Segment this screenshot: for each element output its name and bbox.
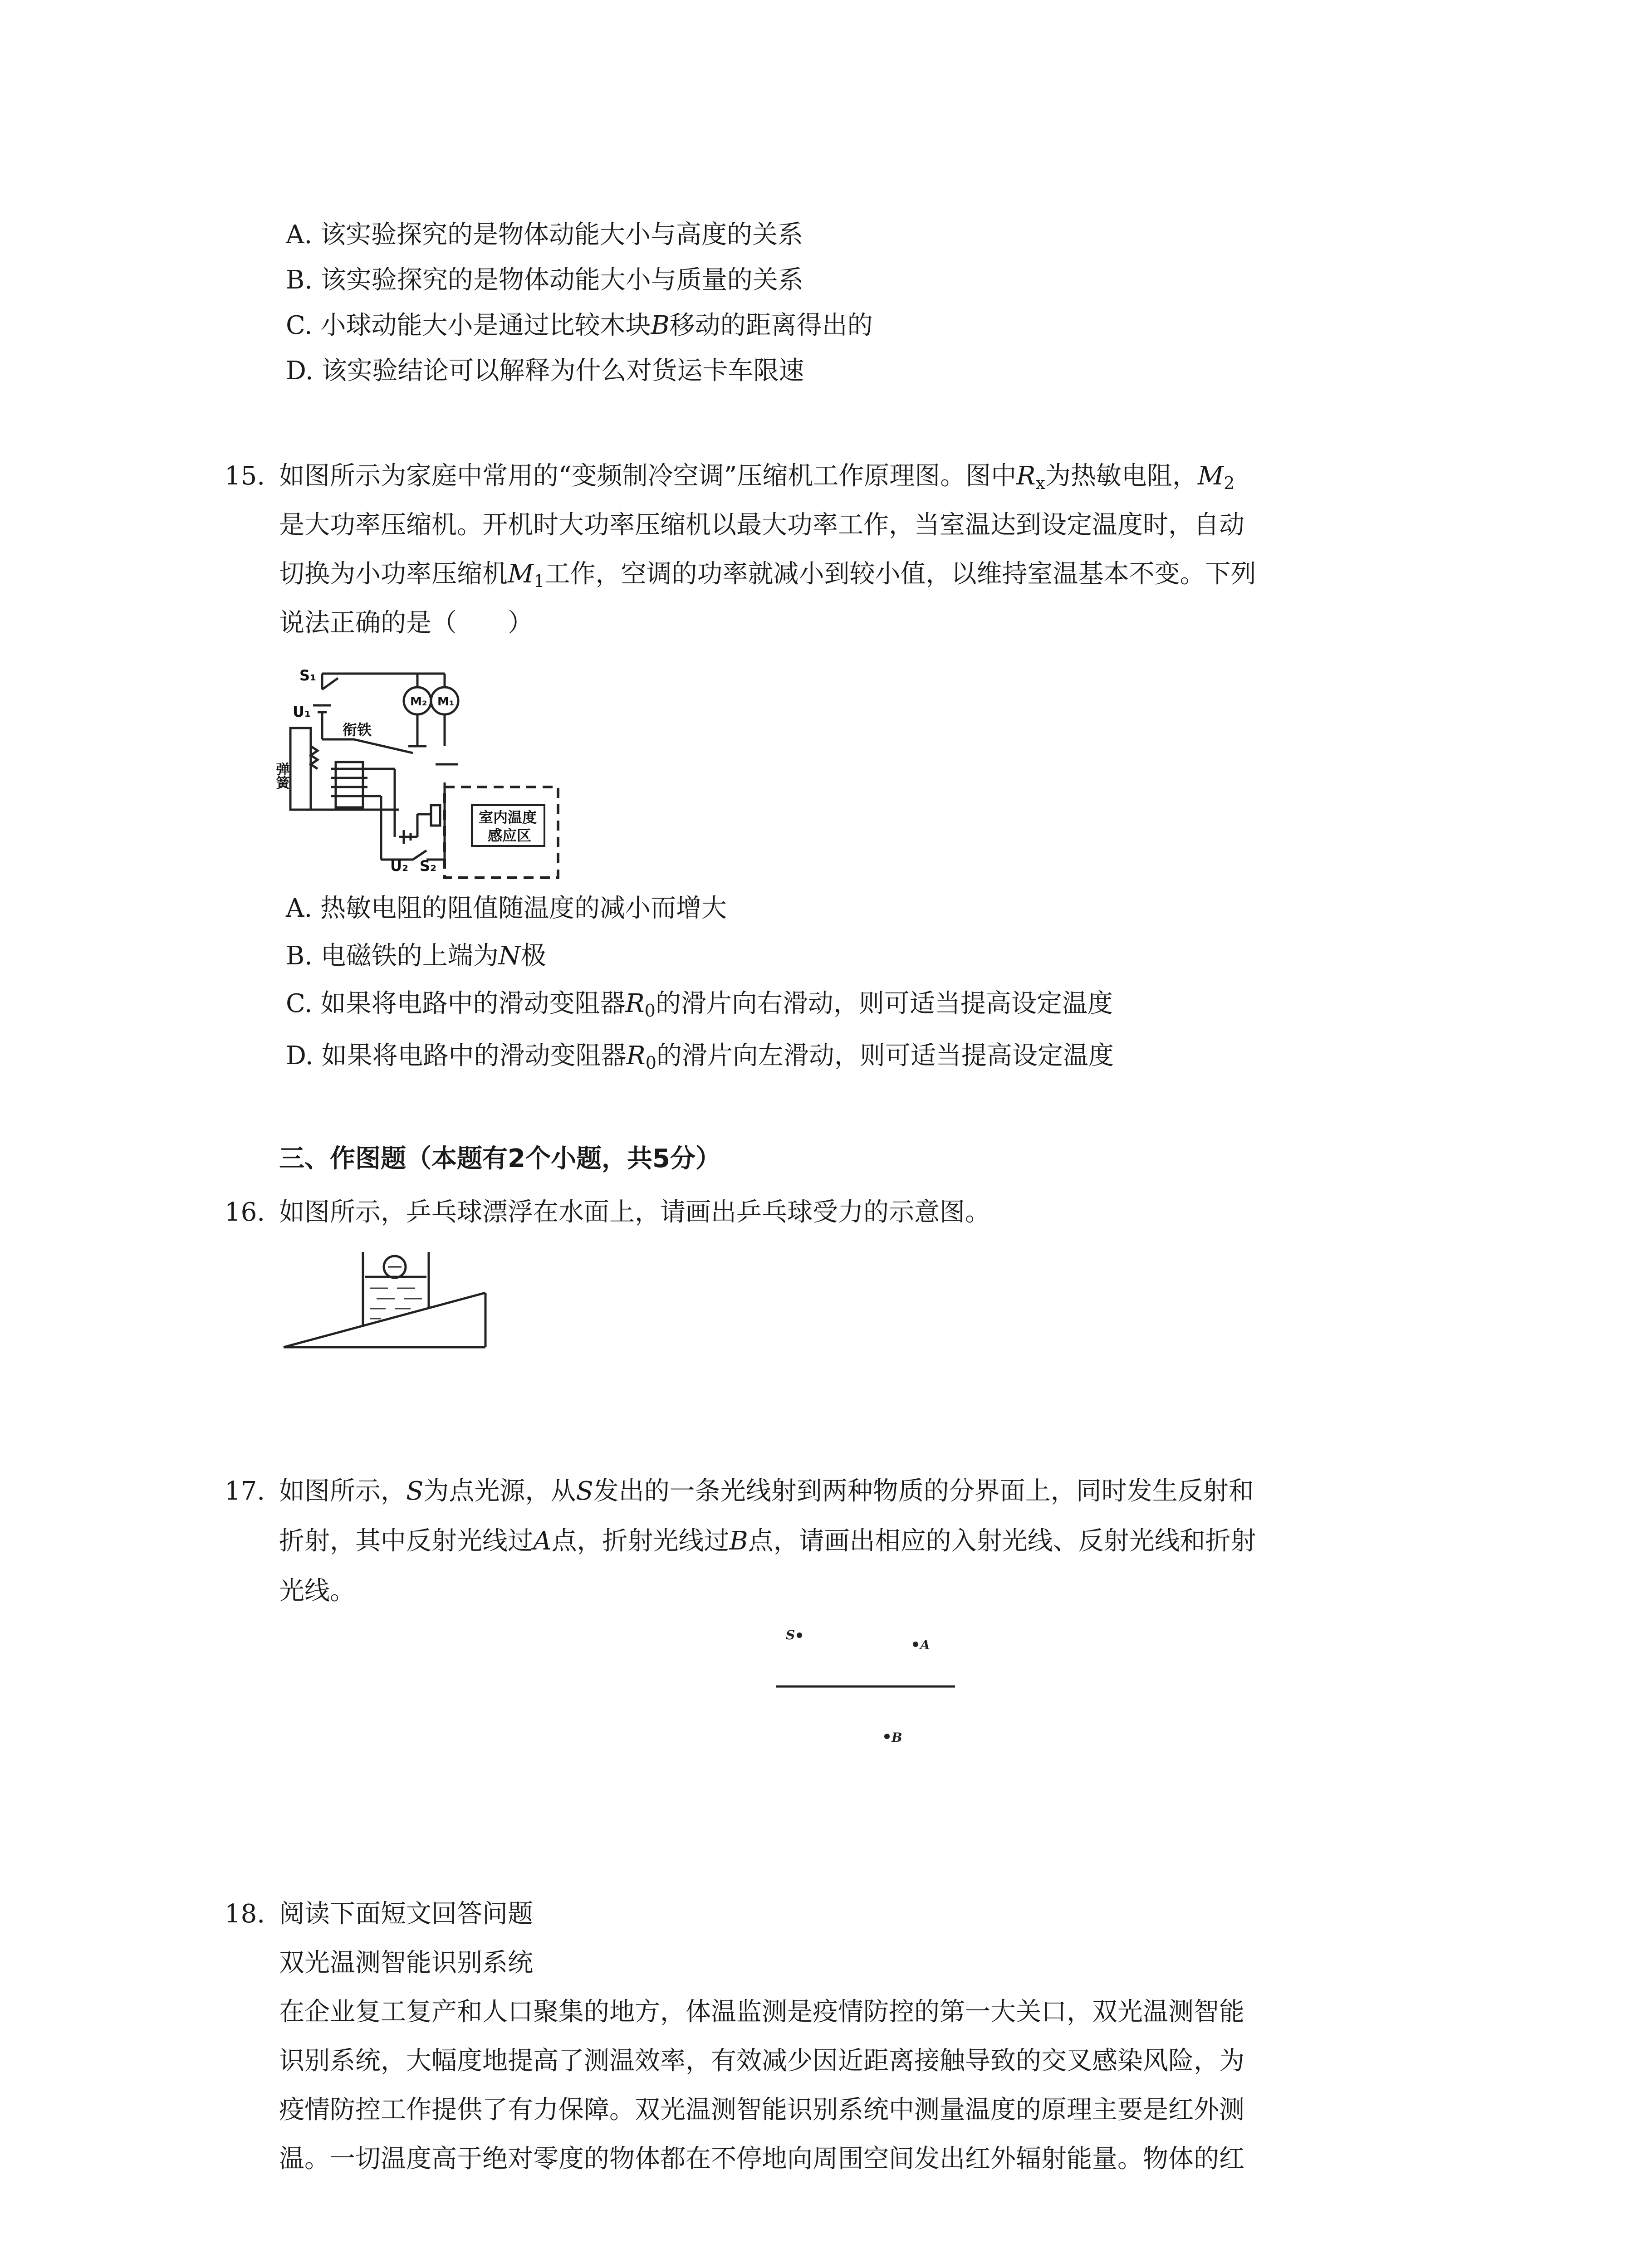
light-refraction-figure: [771, 1619, 962, 1751]
q18-passage-line4: 温。一切温度高于绝对零度的物体都在不停地向周围空间发出红外辐射能量。物体的红: [279, 2144, 1244, 2174]
q16-stem: 如图所示，乒乓球漂浮在水面上，请画出乒乓球受力的示意图。: [279, 1198, 990, 1227]
q16-number: 16.: [225, 1198, 265, 1227]
label-u2: U₂: [390, 857, 408, 875]
q15-option-b: B. 电磁铁的上端为N极: [286, 941, 546, 971]
q17-number: 17.: [225, 1476, 265, 1506]
label-s1: S₁: [299, 667, 317, 684]
q15-stem-line2: 是大功率压缩机。开机时大功率压缩机以最大功率工作，当室温达到设定温度时，自动: [279, 510, 1244, 540]
q15-stem-line3: 切换为小功率压缩机$M_1$工作，空调的功率就减小到较小值，以维持室温基本不变。下列: [279, 559, 1256, 591]
label-u1: U₁: [293, 703, 311, 720]
label-s2: S₂: [420, 857, 437, 875]
q18-passage-line1: 在企业复工复产和人口聚集的地方，体温监测是疫情防控的第一大关口，双光温测智能: [279, 1997, 1244, 2027]
q15-stem-line1: 如图所示为家庭中常用的“变频制冷空调”压缩机工作原理图。图中$R_x$为热敏电阻，$M_2$: [279, 461, 1235, 493]
q18-passage-title: 双光温测智能识别系统: [279, 1948, 533, 1978]
q18-passage-line3: 疫情防控工作提供了有力保障。双光温测智能识别系统中测量温度的原理主要是红外测: [279, 2095, 1244, 2125]
q15-option-a: A. 热敏电阻的阻值随温度的减小而增大: [286, 894, 727, 923]
q14-option-a: A. 该实验探究的是物体动能大小与高度的关系: [286, 220, 803, 249]
q15-number: 15.: [225, 461, 265, 491]
q15-option-c: C. 如果将电路中的滑动变阻器$R_0$的滑片向右滑动，则可适当提高设定温度: [286, 989, 1113, 1021]
label-sensing-zone-1: 室内温度: [479, 809, 537, 826]
section-3-heading: 三、作图题（本题有2个小题，共5分）: [279, 1144, 721, 1173]
compressor-circuit-figure: [273, 655, 576, 882]
q17-stem-line2: 折射，其中反射光线过A点，折射光线过B点，请画出相应的入射光线、反射光线和折射: [279, 1526, 1256, 1556]
label-spring: 弹簧: [273, 762, 289, 789]
label-m2: M₂: [410, 695, 427, 709]
point-s-label: S: [786, 1628, 795, 1642]
q14-option-d: D. 该实验结论可以解释为什么对货运卡车限速: [286, 356, 804, 386]
ping-pong-figure: [279, 1245, 492, 1354]
point-a-label: A: [920, 1637, 930, 1652]
q18-stem-line1: 阅读下面短文回答问题: [279, 1899, 533, 1929]
q17-stem-line1: 如图所示，S为点光源，从S发出的一条光线射到两种物质的分界面上，同时发生反射和: [279, 1476, 1254, 1506]
q17-stem-line3: 光线。: [279, 1576, 355, 1606]
point-b-label: B: [892, 1730, 902, 1745]
label-armature: 衔铁: [343, 721, 372, 738]
q14-option-b: B. 该实验探究的是物体动能大小与质量的关系: [286, 265, 803, 295]
label-m1: M₁: [437, 695, 455, 709]
q14-option-c: C. 小球动能大小是通过比较木块B移动的距离得出的: [286, 311, 873, 340]
q15-option-d: D. 如果将电路中的滑动变阻器$R_0$的滑片向左滑动，则可适当提高设定温度: [286, 1041, 1114, 1073]
q18-passage-line2: 识别系统，大幅度地提高了测温效率，有效减少因近距离接触导致的交叉感染风险，为: [279, 2046, 1244, 2076]
q18-number: 18.: [225, 1899, 265, 1929]
q15-stem-line4: 说法正确的是（ ）: [279, 608, 533, 638]
label-sensing-zone-2: 感应区: [488, 827, 532, 844]
